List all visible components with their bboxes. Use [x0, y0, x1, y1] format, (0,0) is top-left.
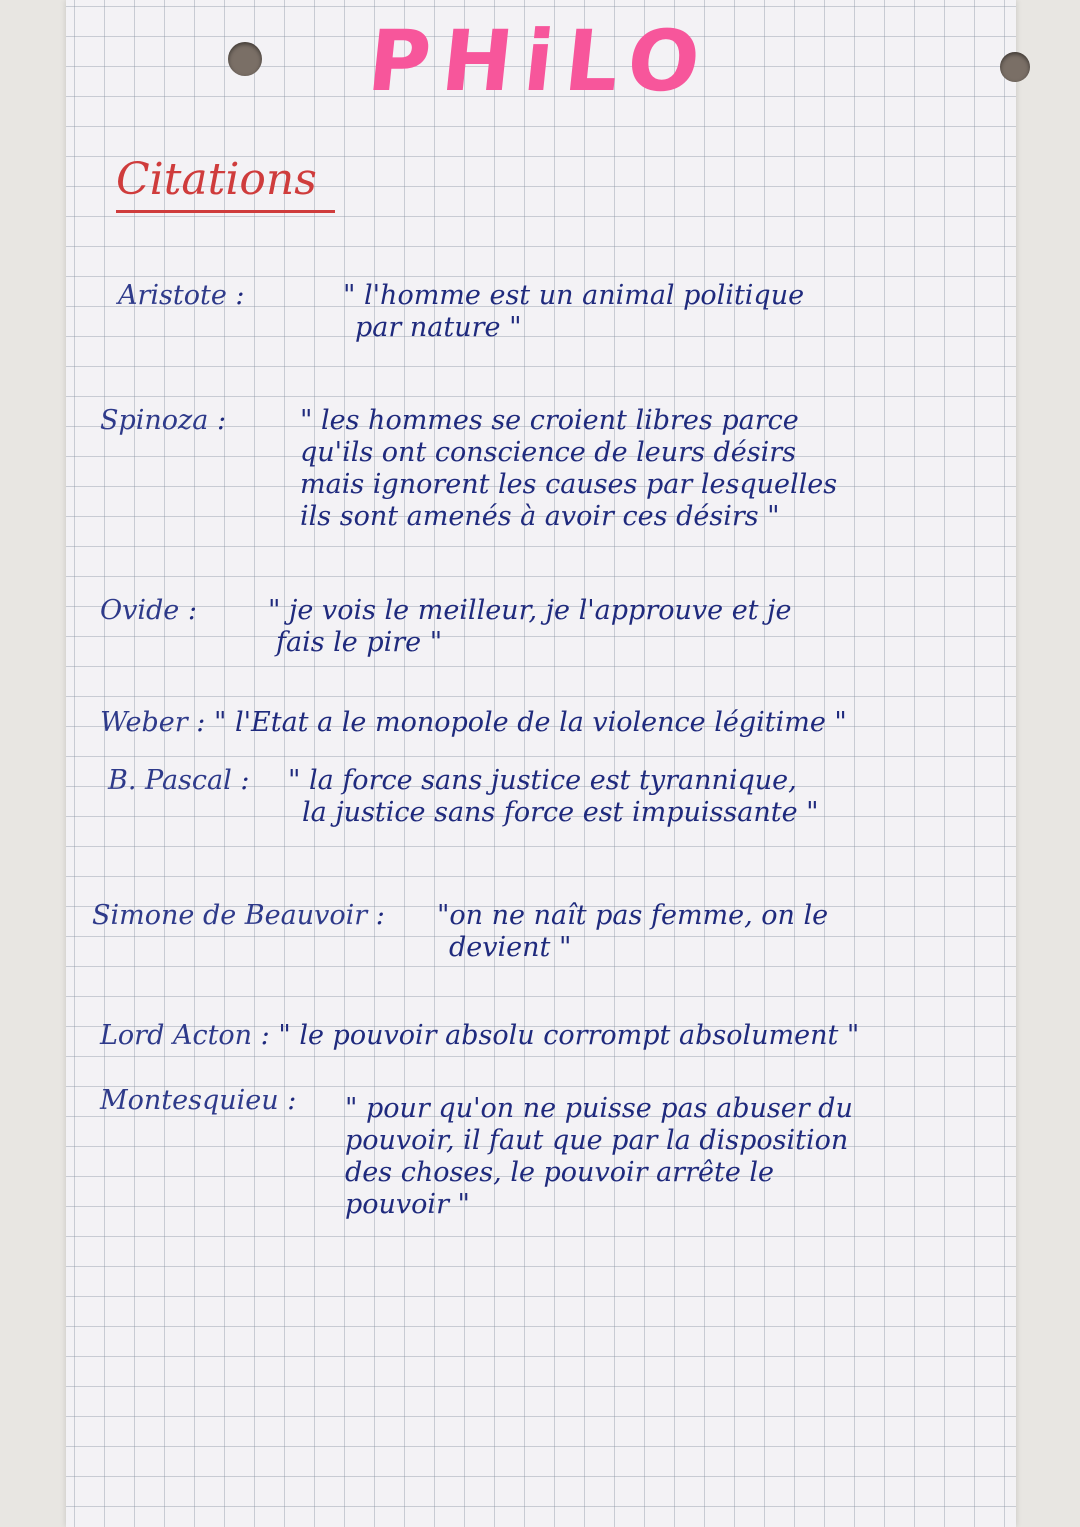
quote-author: Weber: [100, 707, 188, 738]
quote-entry: Spinoza : " les hommes se croient libres parce qu'ils ont conscience de leurs désirs mais ignorent les causes par lesquelles ils sont amenés à avoir ces désirs ": [100, 405, 838, 532]
quote-text-line: la justice sans force est impuissante ": [302, 797, 819, 828]
quote-text-line: " le pouvoir absolu corrompt absolument ": [278, 1020, 860, 1051]
quote-text-line: " les hommes se croient libres parce: [300, 405, 799, 436]
quote-text-line: " l'Etat a le monopole de la violence légitime ": [213, 707, 847, 738]
page-title: PHiLO: [363, 12, 717, 110]
quote-text-line: pouvoir ": [345, 1189, 470, 1220]
quote-text-line: "on ne naît pas femme, on le: [437, 900, 829, 931]
quote-entry: Simone de Beauvoir : "on ne naît pas femme, on le devient ": [92, 900, 829, 963]
quote-text-line: qu'ils ont conscience de leurs désirs: [300, 437, 797, 468]
quote-text-line: ils sont amenés à avoir ces désirs ": [300, 501, 780, 532]
quote-text-line: " la force sans justice est tyrannique,: [288, 765, 797, 796]
quote-text-line: mais ignorent les causes par lesquelles: [300, 469, 838, 500]
quote-text-line: " je vois le meilleur, je l'approuve et je: [268, 595, 792, 626]
quote-entry: Weber : " l'Etat a le monopole de la violence légitime ": [100, 707, 847, 738]
quote-text-line: fais le pire ": [276, 627, 443, 658]
quote-author: Lord Acton: [100, 1020, 253, 1051]
quote-text-line: devient ": [449, 932, 572, 963]
quote-author: Montesquieu: [100, 1085, 279, 1116]
quote-author: B. Pascal: [108, 765, 232, 796]
grid-paper-sheet: [66, 0, 1016, 1527]
quote-text-line: pouvoir, il faut que par la disposition: [345, 1125, 849, 1156]
quote-entry: Lord Acton : " le pouvoir absolu corrompt absolument ": [100, 1020, 860, 1051]
quote-author: Simone de Beauvoir: [92, 900, 368, 931]
quote-author: Spinoza: [100, 405, 209, 436]
quote-text-line: par nature ": [355, 312, 522, 343]
section-heading: Citations: [116, 150, 335, 213]
quote-text-line: " pour qu'on ne puisse pas abuser du: [345, 1093, 853, 1124]
quote-author: Ovide: [100, 595, 180, 626]
quote-entry: Aristote : " l'homme est un animal politique par nature ": [118, 280, 805, 343]
quote-entry: Montesquieu : " pour qu'on ne puisse pas abuser du pouvoir, il faut que par la disposition des choses, le pouvoir arrête le pouvoir ": [100, 1085, 853, 1220]
quote-entry: B. Pascal : " la force sans justice est tyrannique, la justice sans force est impuissante ": [108, 765, 819, 828]
quote-text-line: " l'homme est un animal politique: [343, 280, 805, 311]
quote-text-line: des choses, le pouvoir arrête le: [345, 1157, 774, 1188]
quote-entry: Ovide : " je vois le meilleur, je l'approuve et je fais le pire ": [100, 595, 792, 658]
quote-author: Aristote: [118, 280, 227, 311]
